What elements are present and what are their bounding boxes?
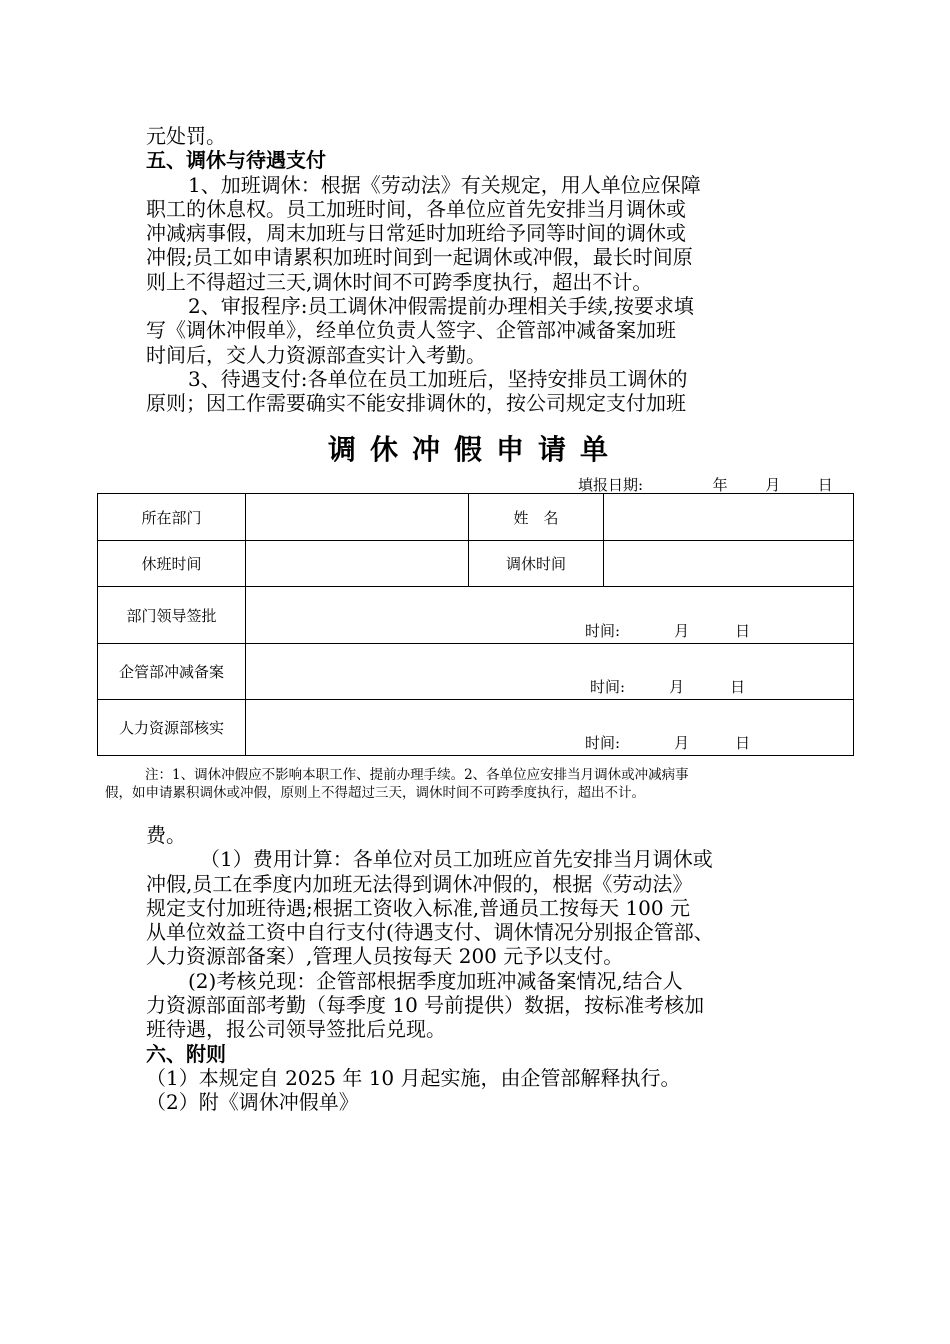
swap-time-field[interactable] [604, 541, 854, 587]
form-row [98, 541, 854, 587]
section-heading-5: 五、调休与待遇支付 [146, 148, 326, 173]
leader-approval-field[interactable] [246, 587, 854, 644]
form-row [98, 494, 854, 541]
rule-item-1: （1）本规定自 2025 年 10 月起实施，由企管部解释执行。 [146, 1065, 681, 1090]
section-heading-6: 六、附则 [146, 1041, 226, 1066]
dept-label: 所在部门 [98, 494, 246, 541]
top-text-section [146, 124, 816, 416]
text-line: 时间后，交人力资源部查实计入考勤。 [146, 342, 486, 367]
note-line: 假，如申请累积调休或冲假，原则上不得超过三天，调休时间不可跨季度执行，超出不计。 [105, 785, 645, 801]
qiguan-record-label: 企管部冲减备案 [98, 644, 246, 700]
time-label: 时间: [585, 622, 621, 640]
signature-time-line [590, 676, 745, 697]
text-line: 元处罚。 [146, 124, 226, 148]
qiguan-record-field[interactable] [246, 644, 854, 700]
time-label: 时间: [585, 734, 621, 752]
day-label: 日 [730, 678, 746, 696]
text-line: 班待遇，报公司领导签批后兑现。 [146, 1017, 446, 1042]
text-line: 写《调休冲假单》，经单位负责人签字、企管部冲减备案加班 [146, 318, 676, 343]
leader-approval-label: 部门领导签批 [98, 587, 246, 644]
form-row [98, 644, 854, 700]
month-label: 月 [765, 476, 781, 494]
text-line: 人力资源部备案）,管理人员按每天 200 元予以支付。 [146, 944, 624, 969]
text-line: 规定支付加班待遇;根据工资收入标准,普通员工按每天 100 元 [146, 895, 690, 920]
text-line: 1、加班调休：根据《劳动法》有关规定，用人单位应保障 [188, 172, 701, 197]
text-line: (2)考核兑现：企管部根据季度加班冲减备案情况,结合人 [188, 968, 683, 993]
text-line: （1）费用计算：各单位对员工加班应首先安排当月调休或 [200, 847, 713, 872]
rest-time-label: 休班时间 [98, 541, 246, 587]
text-line: 从单位效益工资中自行支付(待遇支付、调休情况分别报企管部、 [146, 920, 714, 945]
note-line: 注：1、调休冲假应不影响本职工作、提前办理手续。2、各单位应安排当月调休或冲减病事 [145, 767, 689, 783]
month-label: 月 [674, 622, 690, 640]
fill-date-label: 填报日期: [578, 476, 644, 494]
hr-verify-field[interactable] [246, 700, 854, 756]
bottom-text-section [146, 823, 816, 1115]
hr-verify-label: 人力资源部核实 [98, 700, 246, 756]
paragraph-overtime-rest [146, 173, 816, 294]
signature-time-line [585, 732, 750, 753]
dept-field[interactable] [246, 494, 469, 541]
paragraph-approval-procedure [146, 294, 816, 367]
name-label: 姓 名 [469, 494, 604, 541]
text-line: 冲减病事假，周末加班与日常延时加班给予同等时间的调休或 [146, 221, 686, 246]
year-label: 年 [712, 476, 728, 494]
paragraph-payment [146, 367, 816, 416]
form-note [105, 766, 845, 802]
text-line: 职工的休息权。员工加班时间，各单位应首先安排当月调休或 [146, 196, 686, 221]
text-line: 力资源部面部考勤（每季度 10 号前提供）数据，按标准考核加 [146, 993, 705, 1018]
text-line: 2、审报程序:员工调休冲假需提前办理相关手续,按要求填 [188, 294, 694, 319]
swap-time-label: 调休时间 [469, 541, 604, 587]
month-label: 月 [674, 734, 690, 752]
paragraph-cost-calc [146, 847, 816, 968]
text-line: 则上不得超过三天,调休时间不可跨季度执行，超出不计。 [146, 269, 653, 294]
day-label: 日 [817, 476, 833, 494]
day-label: 日 [735, 734, 751, 752]
day-label: 日 [735, 622, 751, 640]
name-field[interactable] [604, 494, 854, 541]
signature-time-line [585, 620, 750, 641]
form-row [98, 700, 854, 756]
text-line: 费。 [146, 823, 186, 847]
form-title: 调休冲假申请单 [327, 433, 622, 466]
time-label: 时间: [590, 678, 626, 696]
fill-date [578, 474, 833, 495]
form-row [98, 587, 854, 644]
text-line: 3、待遇支付:各单位在员工加班后，坚持安排员工调休的 [188, 366, 688, 391]
rest-time-field[interactable] [246, 541, 469, 587]
paragraph-assessment [146, 969, 816, 1042]
rule-item-2: （2）附《调休冲假单》 [146, 1090, 359, 1115]
month-label: 月 [669, 678, 685, 696]
leave-request-form [97, 493, 854, 756]
text-line: 冲假,员工在季度内加班无法得到调休冲假的，根据《劳动法》 [146, 871, 693, 896]
text-line: 原则；因工作需要确实不能安排调休的，按公司规定支付加班 [146, 391, 686, 416]
text-line: 冲假;员工如申请累积加班时间到一起调休或冲假，最长时间原 [146, 245, 693, 270]
